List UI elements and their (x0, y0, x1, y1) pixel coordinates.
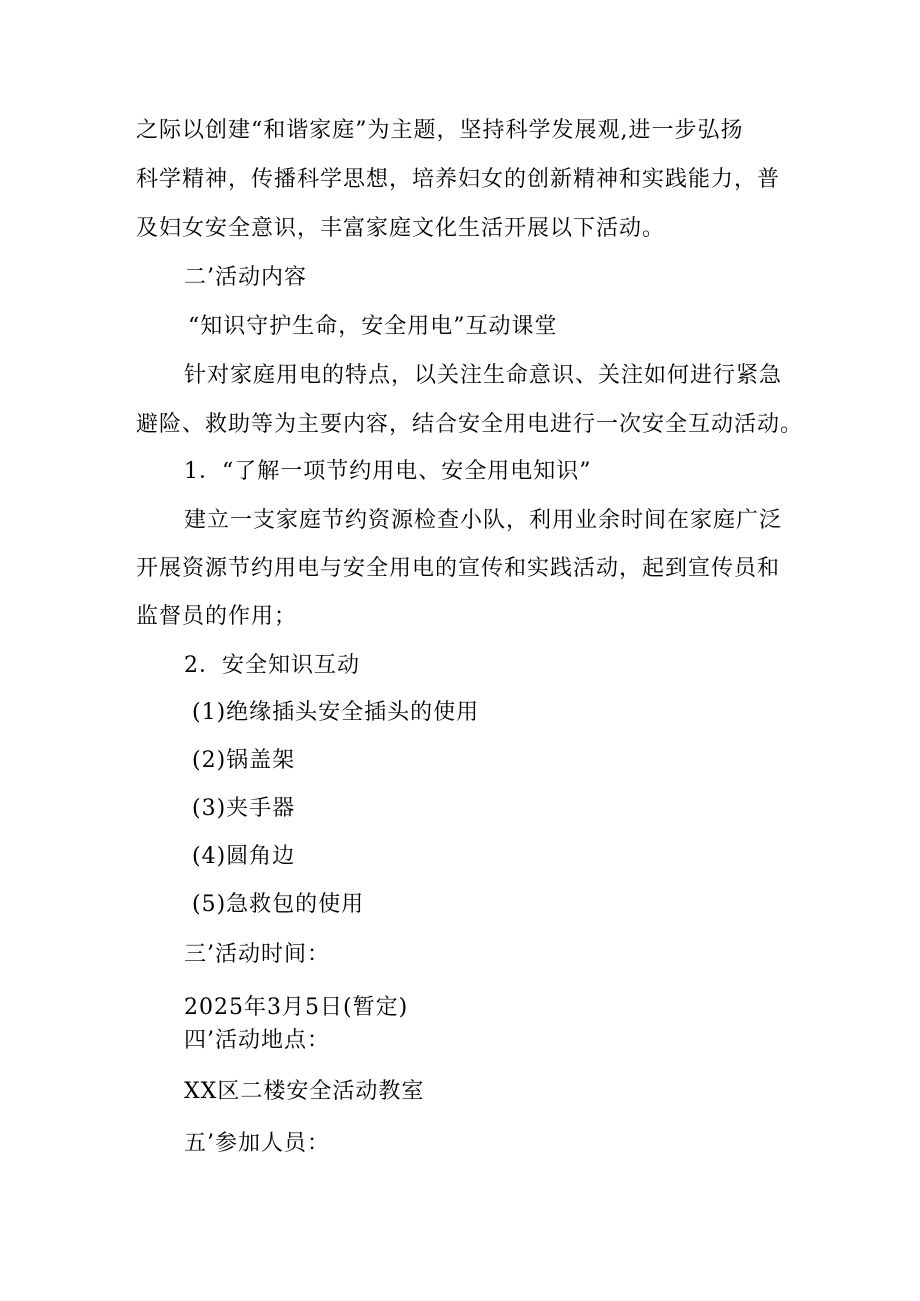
section-heading-activity-content: 二’活动内容 (184, 265, 307, 290)
subheading-item-2: 2．安全知识互动 (184, 653, 360, 678)
section-heading-participants: 五’参加人员： (184, 1131, 330, 1156)
paragraph-item-1-line-3: 监督员的作用； (136, 604, 298, 629)
paragraph-description-line-1: 针对家庭用电的特点，以关注生命意识、关注如何进行紧急 (184, 363, 783, 388)
activity-date: 2025年3月5日(暂定) (184, 995, 409, 1020)
activity-location: XX区二楼安全活动教室 (184, 1079, 425, 1104)
paragraph-description-line-2: 避险、救助等为主要内容，结合安全用电进行一次安全互动活动。 (136, 412, 804, 437)
list-item: (5)急救包的使用 (192, 892, 365, 917)
activity-title: “知识守护生命，安全用电”互动课堂 (188, 314, 558, 339)
subheading-item-1: 1．“了解一项节约用电、安全用电知识” (184, 459, 592, 484)
paragraph-intro-line-2: 科学精神，传播科学思想，培养妇女的创新精神和实践能力，普 (136, 167, 781, 192)
section-heading-activity-location: 四’活动地点： (184, 1028, 330, 1053)
section-heading-activity-time: 三’活动时间： (184, 942, 330, 967)
paragraph-intro-line-3: 及妇女安全意识，丰富家庭文化生活开展以下活动。 (136, 216, 666, 241)
paragraph-item-1-line-2: 开展资源节约用电与安全用电的宣传和实践活动，起到宣传员和 (136, 556, 781, 581)
list-item: (4)圆角边 (192, 844, 296, 869)
list-item: (1)绝缘插头安全插头的使用 (192, 700, 480, 725)
paragraph-intro-line-1: 之际以创建“和谐家庭”为主题，坚持科学发展观,进一步弘扬 (136, 118, 744, 143)
paragraph-item-1-line-1: 建立一支家庭节约资源检查小队，利用业余时间在家庭广泛 (184, 508, 783, 533)
list-item: (2)锅盖架 (192, 748, 296, 773)
list-item: (3)夹手器 (192, 796, 296, 821)
